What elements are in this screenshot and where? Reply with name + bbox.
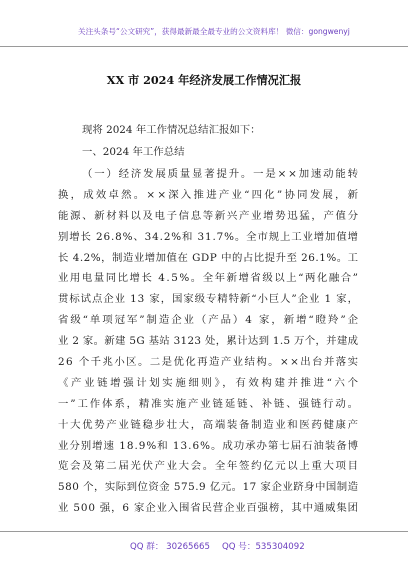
body-line: 业 2 家。新建 5G 基站 3123 处，累计达到 1.5 万个，并建成: [58, 335, 359, 348]
body-line: 别增长 26.8%、34.2%和 31.7%。全市规上工业增加值增: [58, 230, 359, 243]
page-footer: [0, 531, 408, 581]
body-line: 业分别增速 18.9%和 13.6%。成功承办第七届石油装备博: [58, 439, 359, 452]
footer-qq-number: QQ 号：535304092: [222, 542, 305, 552]
body-line: 长 4.2%，制造业增加值在 GDP 中的占比提升至 26.1%。工: [58, 251, 359, 264]
body-line: 换，成效卓然。××深入推进产业“四化”协同发展，新: [58, 188, 361, 201]
body-line: 业用电量同比增长 4.5%。全年新增省级以上“两化融合”: [58, 272, 360, 285]
body-line: 省级“单项冠军”制造企业（产品）4 家，新增“瞪羚”企: [58, 314, 360, 327]
body-line: 业 500 强，6 家企业入围省民营企业百强榜，其中通威集团: [58, 502, 359, 515]
body-line: 《产业链增强计划实施细则》，有效构建并推进“六个: [58, 376, 361, 389]
body-line: （一）经济发展质量显著提升。一是××加速动能转: [82, 168, 360, 180]
body-line: 十大优势产业链稳步壮大，高端装备制造业和医药健康产: [58, 418, 360, 431]
body-line: 贯标试点企业 13 家，国家级专精特新“小巨人”企业 1 家，: [58, 293, 359, 306]
body-line: 26 个千兆小区。二是优化再造产业结构。××出台并落实: [58, 356, 360, 369]
intro-paragraph: 现将 2024 年工作情况总结汇报如下：: [82, 124, 261, 136]
section-heading: 一、2024 年工作总结: [82, 146, 185, 158]
body-line: 览会及第二届光伏产业大会。全年签约亿元以上重大项目: [58, 460, 360, 473]
document-title: XX 市 2024 年经济发展工作情况汇报: [106, 73, 302, 87]
header-promo-note: 关注头条号“公文研究”，获得最新最全最专业的公文资料库！ 微信：gongwenyj: [78, 27, 350, 36]
body-line: 580 个，实际到位资金 575.9 亿元。17 家企业跻身中国制造: [58, 481, 359, 494]
page-header: [0, 0, 408, 47]
body-line: 能源、新材料以及电子信息等新兴产业增势迅猛，产值分: [58, 209, 360, 222]
body-paragraph: [58, 164, 361, 519]
footer-qq-group: QQ 群： 30265665: [130, 542, 210, 552]
body-line: 一”工作体系，精准实施产业链延链、补链、强链行动。: [58, 397, 360, 410]
